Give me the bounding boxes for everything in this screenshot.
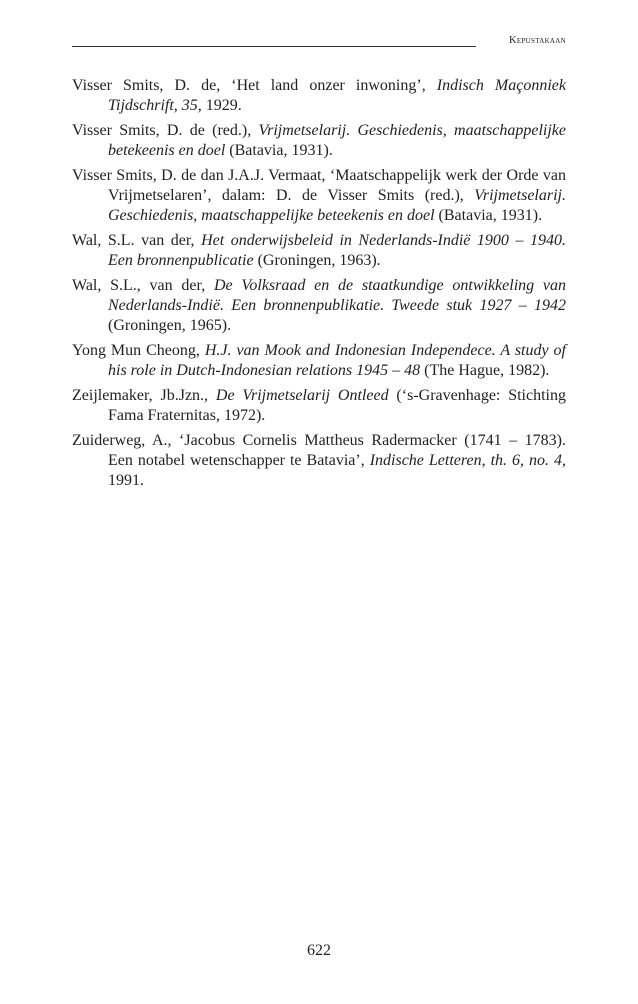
entry-text: Visser Smits, D. de, ‘Het land onzer inwoning’,: [72, 77, 437, 94]
entry-title: Het onderwijsbeleid in Nederlands-Indië 1900 – 1940. Een bronnenpublicatie: [108, 232, 566, 269]
entry-text: (Groningen, 1963).: [253, 252, 381, 269]
entry-text: Visser Smits, D. de dan J.A.J. Vermaat, ‘Maatschappelijk werk der Orde van Vrijmetselaren’, dalam: D. de Visser Smits (red.),: [72, 167, 566, 204]
entry-text: (Batavia, 1931).: [434, 207, 543, 224]
entry-text: (Groningen, 1965).: [108, 317, 232, 334]
entry-text: Wal, S.L., van der,: [72, 277, 214, 294]
entry-text: Wal, S.L. van der,: [72, 232, 202, 249]
entry-text: (‘s-Gravenhage: Stichting Fama Fraternitas, 1972).: [108, 387, 566, 424]
bibliography-list: [72, 76, 566, 496]
entry-text: Zuiderweg, A., ‘Jacobus Cornelis Mattheus Radermacker (1741 – 1783). Een notabel wetenschapper te Batavia’,: [72, 432, 566, 469]
bibliography-entry: [72, 386, 566, 426]
bibliography-entry: [72, 121, 566, 161]
entry-text: (Batavia, 1931).: [225, 142, 333, 159]
entry-text: Zeijlemaker, Jb.Jzn.,: [72, 387, 216, 404]
entry-title: Vrijmetselarij. Geschiedenis, maatschappelijke betekeenis en doel: [108, 122, 567, 159]
bibliography-entry: [72, 431, 566, 491]
entry-text: 1929.: [201, 97, 242, 114]
entry-text: Yong Mun Cheong,: [72, 342, 205, 359]
bibliography-entry: [72, 341, 566, 381]
entry-title: H.J. van Mook and Indonesian Independece. A study of his role in Dutch-Indonesian relations 1945 – 48: [108, 342, 567, 379]
bibliography-entry: [72, 276, 566, 336]
bibliography-entry: [72, 231, 566, 271]
entry-title: Vrijmetselarij. Geschiedenis, maatschappelijke beteekenis en doel: [108, 187, 566, 224]
bibliography-entry: [72, 76, 566, 116]
entry-text: Visser Smits, D. de (red.),: [72, 122, 259, 139]
bibliography-entry: [72, 166, 566, 226]
entry-title: De Volksraad en de staatkundige ontwikkeling van Nederlands-Indië. Een bronnenpublikatie. Tweede stuk 1927 – 1942: [108, 277, 566, 314]
header-rule: [72, 46, 476, 47]
entry-title: Indische Letteren, th. 6, no. 4,: [369, 452, 566, 469]
entry-title: De Vrijmetselarij Ontleed: [215, 387, 389, 404]
running-head: Kepustakaan: [509, 35, 566, 46]
page-number: 622: [307, 942, 331, 959]
entry-text: (The Hague, 1982).: [420, 362, 550, 379]
entry-title: Indisch Maçonniek Tijdschrift, 35,: [108, 77, 566, 114]
entry-text: 1991.: [108, 472, 144, 489]
